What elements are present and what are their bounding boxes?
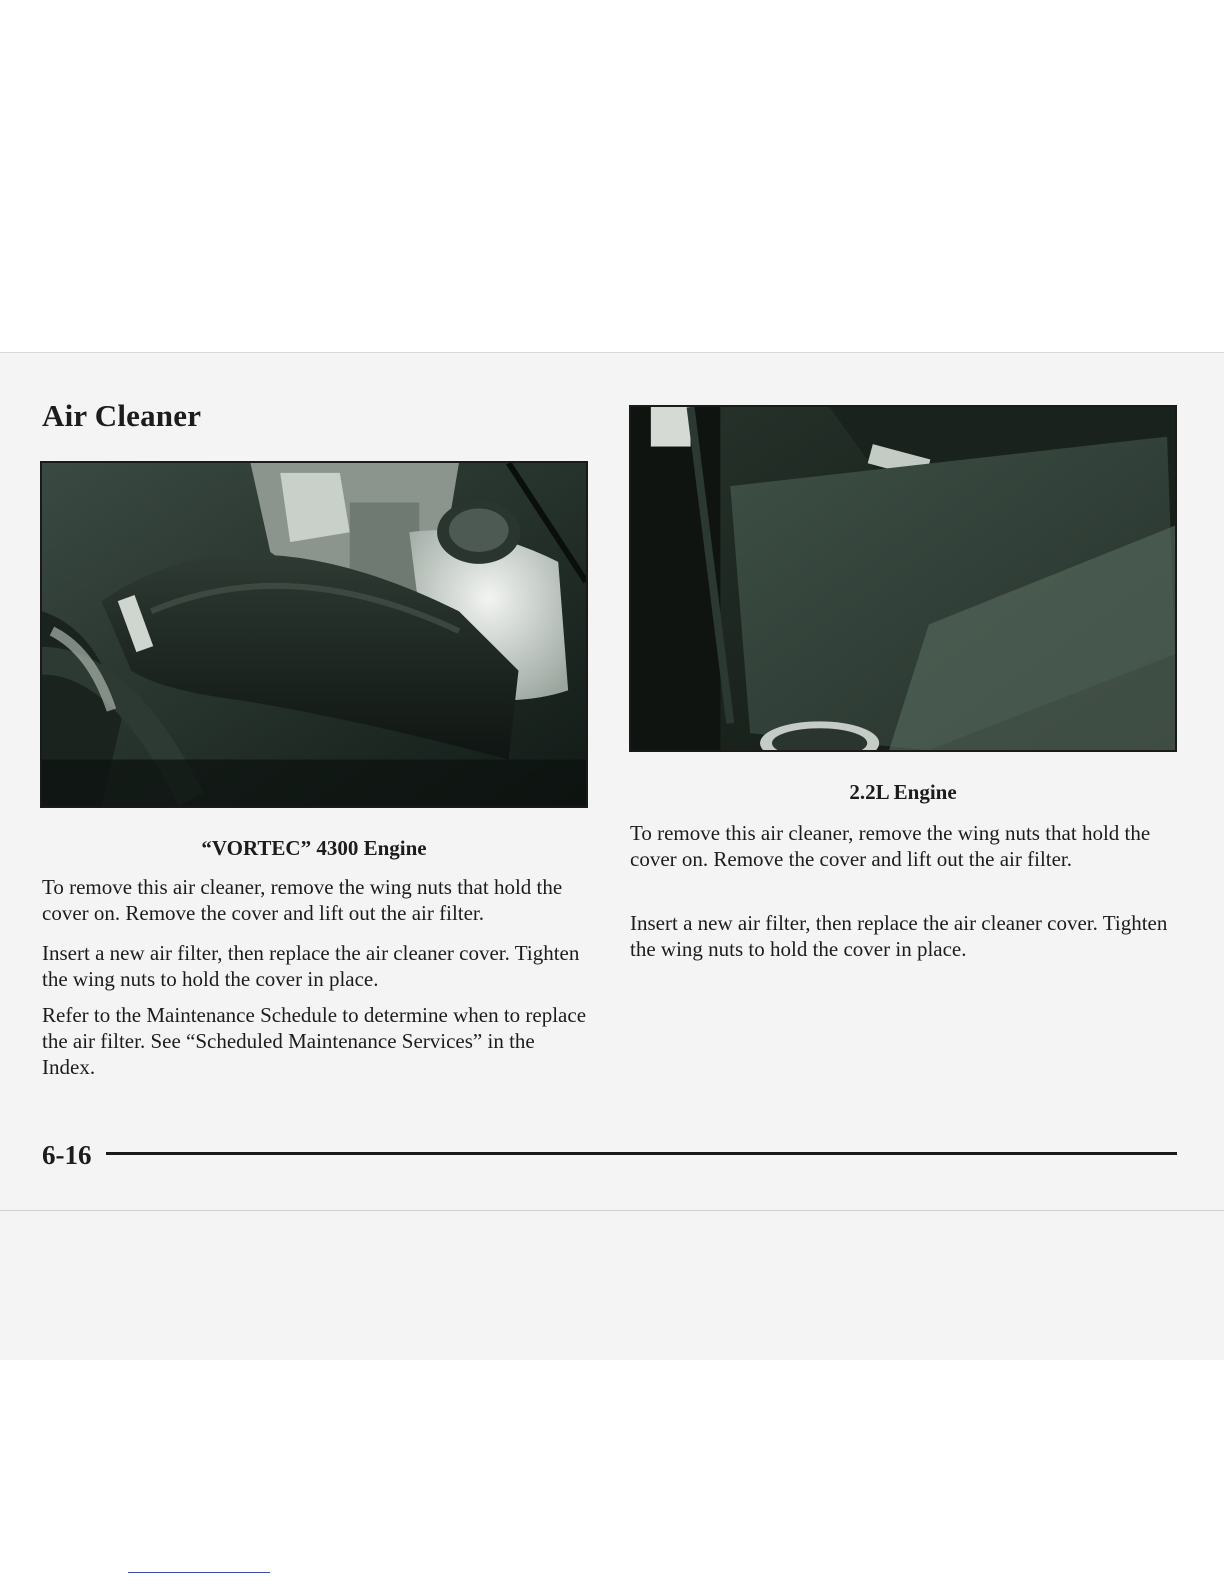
top-divider xyxy=(0,352,1224,353)
vortec-engine-photo xyxy=(40,461,588,808)
bottom-divider xyxy=(0,1210,1224,1211)
2-2l-engine-caption: 2.2L Engine xyxy=(849,780,957,804)
2-2l-engine-photo xyxy=(629,405,1177,752)
page-number: 6-16 xyxy=(42,1140,92,1170)
right-paragraph-remove: To remove this air cleaner, remove the wing nuts that hold the cover on. Remove the cover and lift out the air filter. xyxy=(630,821,1151,871)
link-underline xyxy=(128,1572,270,1573)
section-title: Air Cleaner xyxy=(42,398,202,433)
vortec-engine-caption: “VORTEC” 4300 Engine xyxy=(201,836,427,860)
left-paragraph-maintenance: Refer to the Maintenance Schedule to determine when to replace the air filter. See “Scheduled Maintenance Services” in the Index. xyxy=(42,1003,587,1079)
left-paragraph-remove: To remove this air cleaner, remove the wing nuts that hold the cover on. Remove the cover and lift out the air filter. xyxy=(42,875,563,925)
footer-rule xyxy=(106,1152,1177,1155)
left-paragraph-insert: Insert a new air filter, then replace the air cleaner cover. Tighten the wing nuts to hold the cover in place. xyxy=(42,941,580,991)
right-paragraph-insert: Insert a new air filter, then replace the air cleaner cover. Tighten the wing nuts to hold the cover in place. xyxy=(630,911,1168,961)
